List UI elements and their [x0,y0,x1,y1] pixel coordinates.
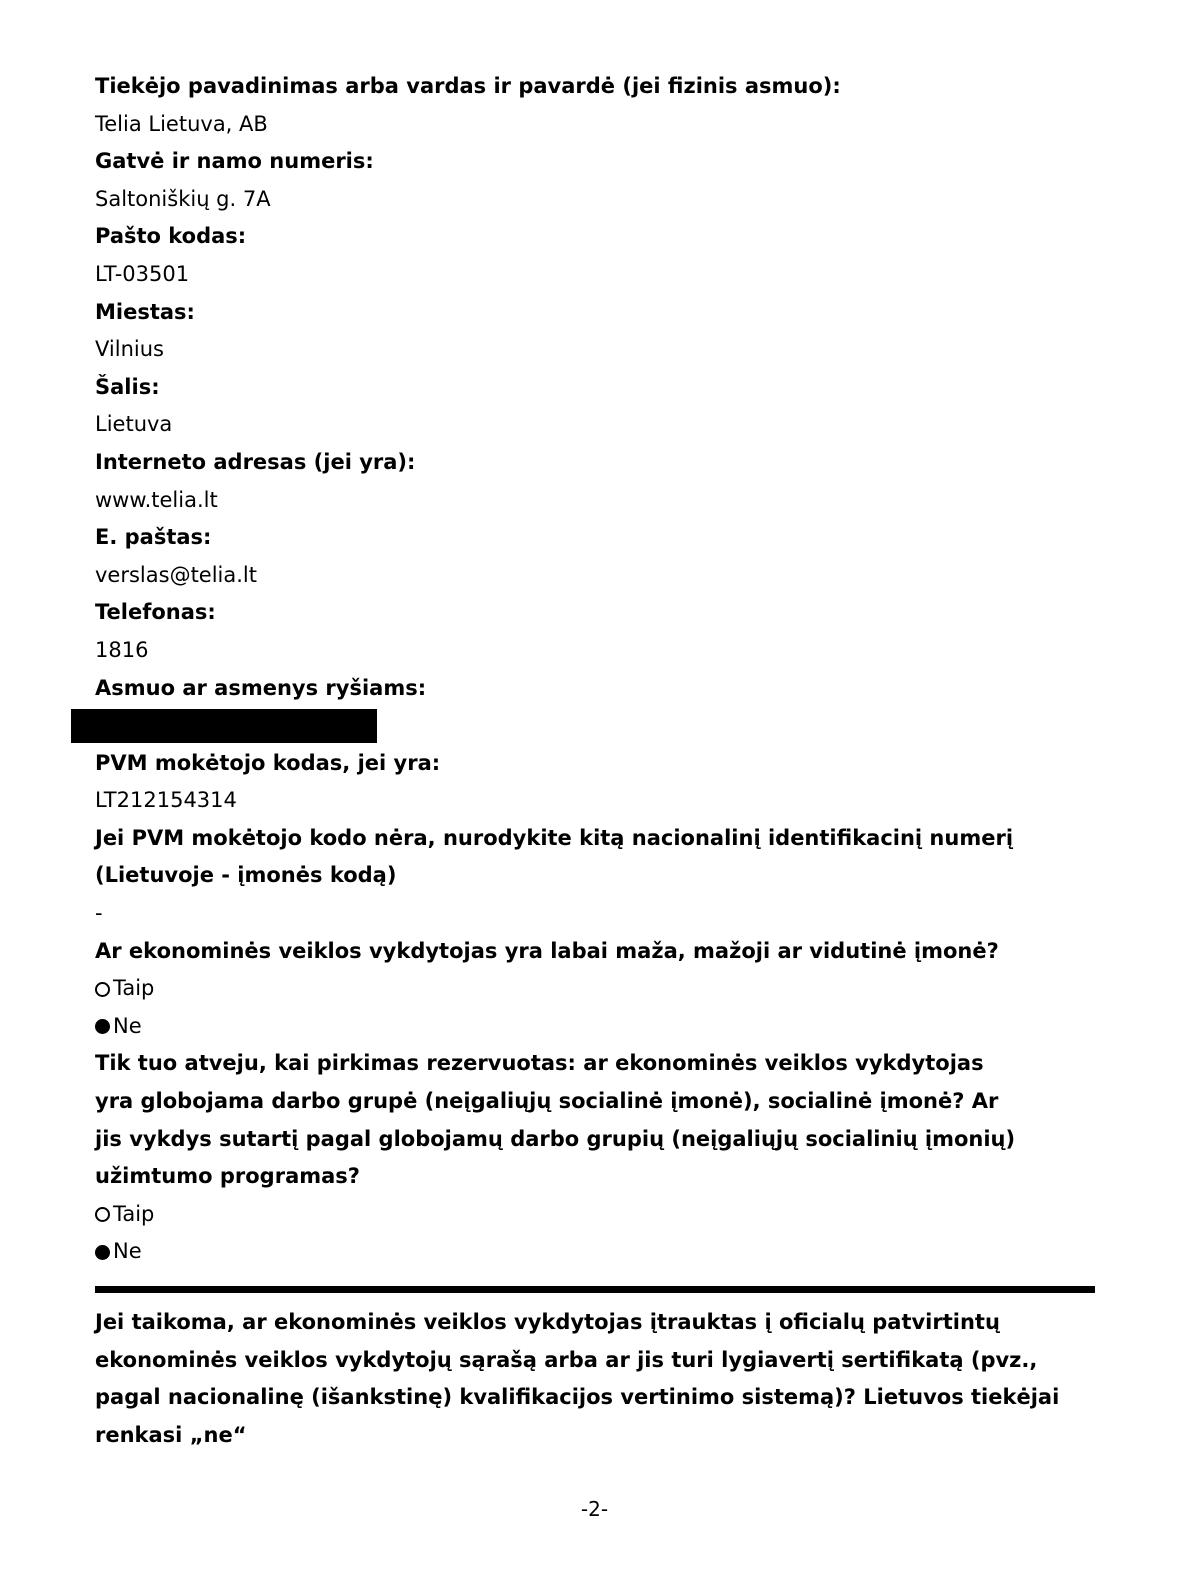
field-value-national-id: - [95,901,103,926]
field-value-street: Saltoniškių g. 7A [95,186,271,211]
question-label-reserved-contract: Tik tuo atveju, kai pirkimas rezervuotas: ar ekonominės veiklos vykdytojas yra globojama darbo grupė (neįgaliųjų socialinė įmonė), socialinė įmonė? Ar jis vykdys sutartį pagal globojamų darbo grupių (neįgaliųjų socialinių įmonių) užimtumo programas? [95,1051,1016,1189]
field-label-phone: Telefonas: [95,600,216,625]
radio-unchecked-icon [95,982,110,997]
radio-option-label: Ne [113,1013,142,1038]
field-value-vat-code: LT212154314 [95,788,237,813]
field-label-website: Interneto adresas (jei yra): [95,449,416,474]
field-label-contact-person: Asmuo ar asmenys ryšiams: [95,675,427,700]
page-number: -2- [580,1497,609,1521]
field-label-postal-code: Pašto kodas: [95,224,247,249]
field-label-street: Gatvė ir namo numeris: [95,149,374,174]
field-value-postal-code: LT-03501 [95,261,190,286]
field-value-email: verslas@telia.lt [95,562,258,587]
field-label-city: Miestas: [95,299,195,324]
field-label-supplier-name: Tiekėjo pavadinimas arba vardas ir pavardė (jei fizinis asmuo): [95,74,841,98]
radio-checked-icon [95,1245,110,1260]
section-divider [95,1286,1095,1293]
radio-option-label: Taip [113,1201,155,1226]
field-value-supplier-name: Telia Lietuva, AB [95,111,268,136]
field-label-national-id: Jei PVM mokėtojo kodo nėra, nurodykite kitą nacionalinį identifikacinį numerį (Lietuvoje - įmonės kodą) [95,825,1014,888]
radio-option [95,1196,1095,1234]
field-value-website: www.telia.lt [95,487,218,512]
radio-option [95,970,1095,1008]
radio-checked-icon [95,1019,110,1034]
document-content [95,68,1095,1454]
field-value-city: Vilnius [95,337,164,362]
field-label-country: Šalis: [95,374,160,399]
radio-option-label: Ne [113,1239,142,1264]
field-label-email: E. paštas: [95,525,212,550]
field-value-phone: 1816 [95,637,149,662]
field-label-vat-code: PVM mokėtojo kodas, jei yra: [95,750,441,775]
redaction-bar [71,709,377,743]
radio-unchecked-icon [95,1207,110,1222]
radio-option [95,1233,1095,1271]
question-label-official-list: Jei taikoma, ar ekonominės veiklos vykdytojas įtrauktas į oficialų patvirtintų ekonominės veiklos vykdytojų sąrašą arba ar jis turi lygiavertį sertifikatą (pvz., pagal nacionalinę (išankstinę) kvalifikacijos vertinimo sistemą)? Lietuvos tiekėjai renkasi „ne“ [95,1310,1060,1447]
question-label-sme: Ar ekonominės veiklos vykdytojas yra labai maža, mažoji ar vidutinė įmonė? [95,938,999,963]
field-value-country: Lietuva [95,412,173,437]
radio-option [95,1008,1095,1046]
radio-option-label: Taip [113,976,155,1001]
